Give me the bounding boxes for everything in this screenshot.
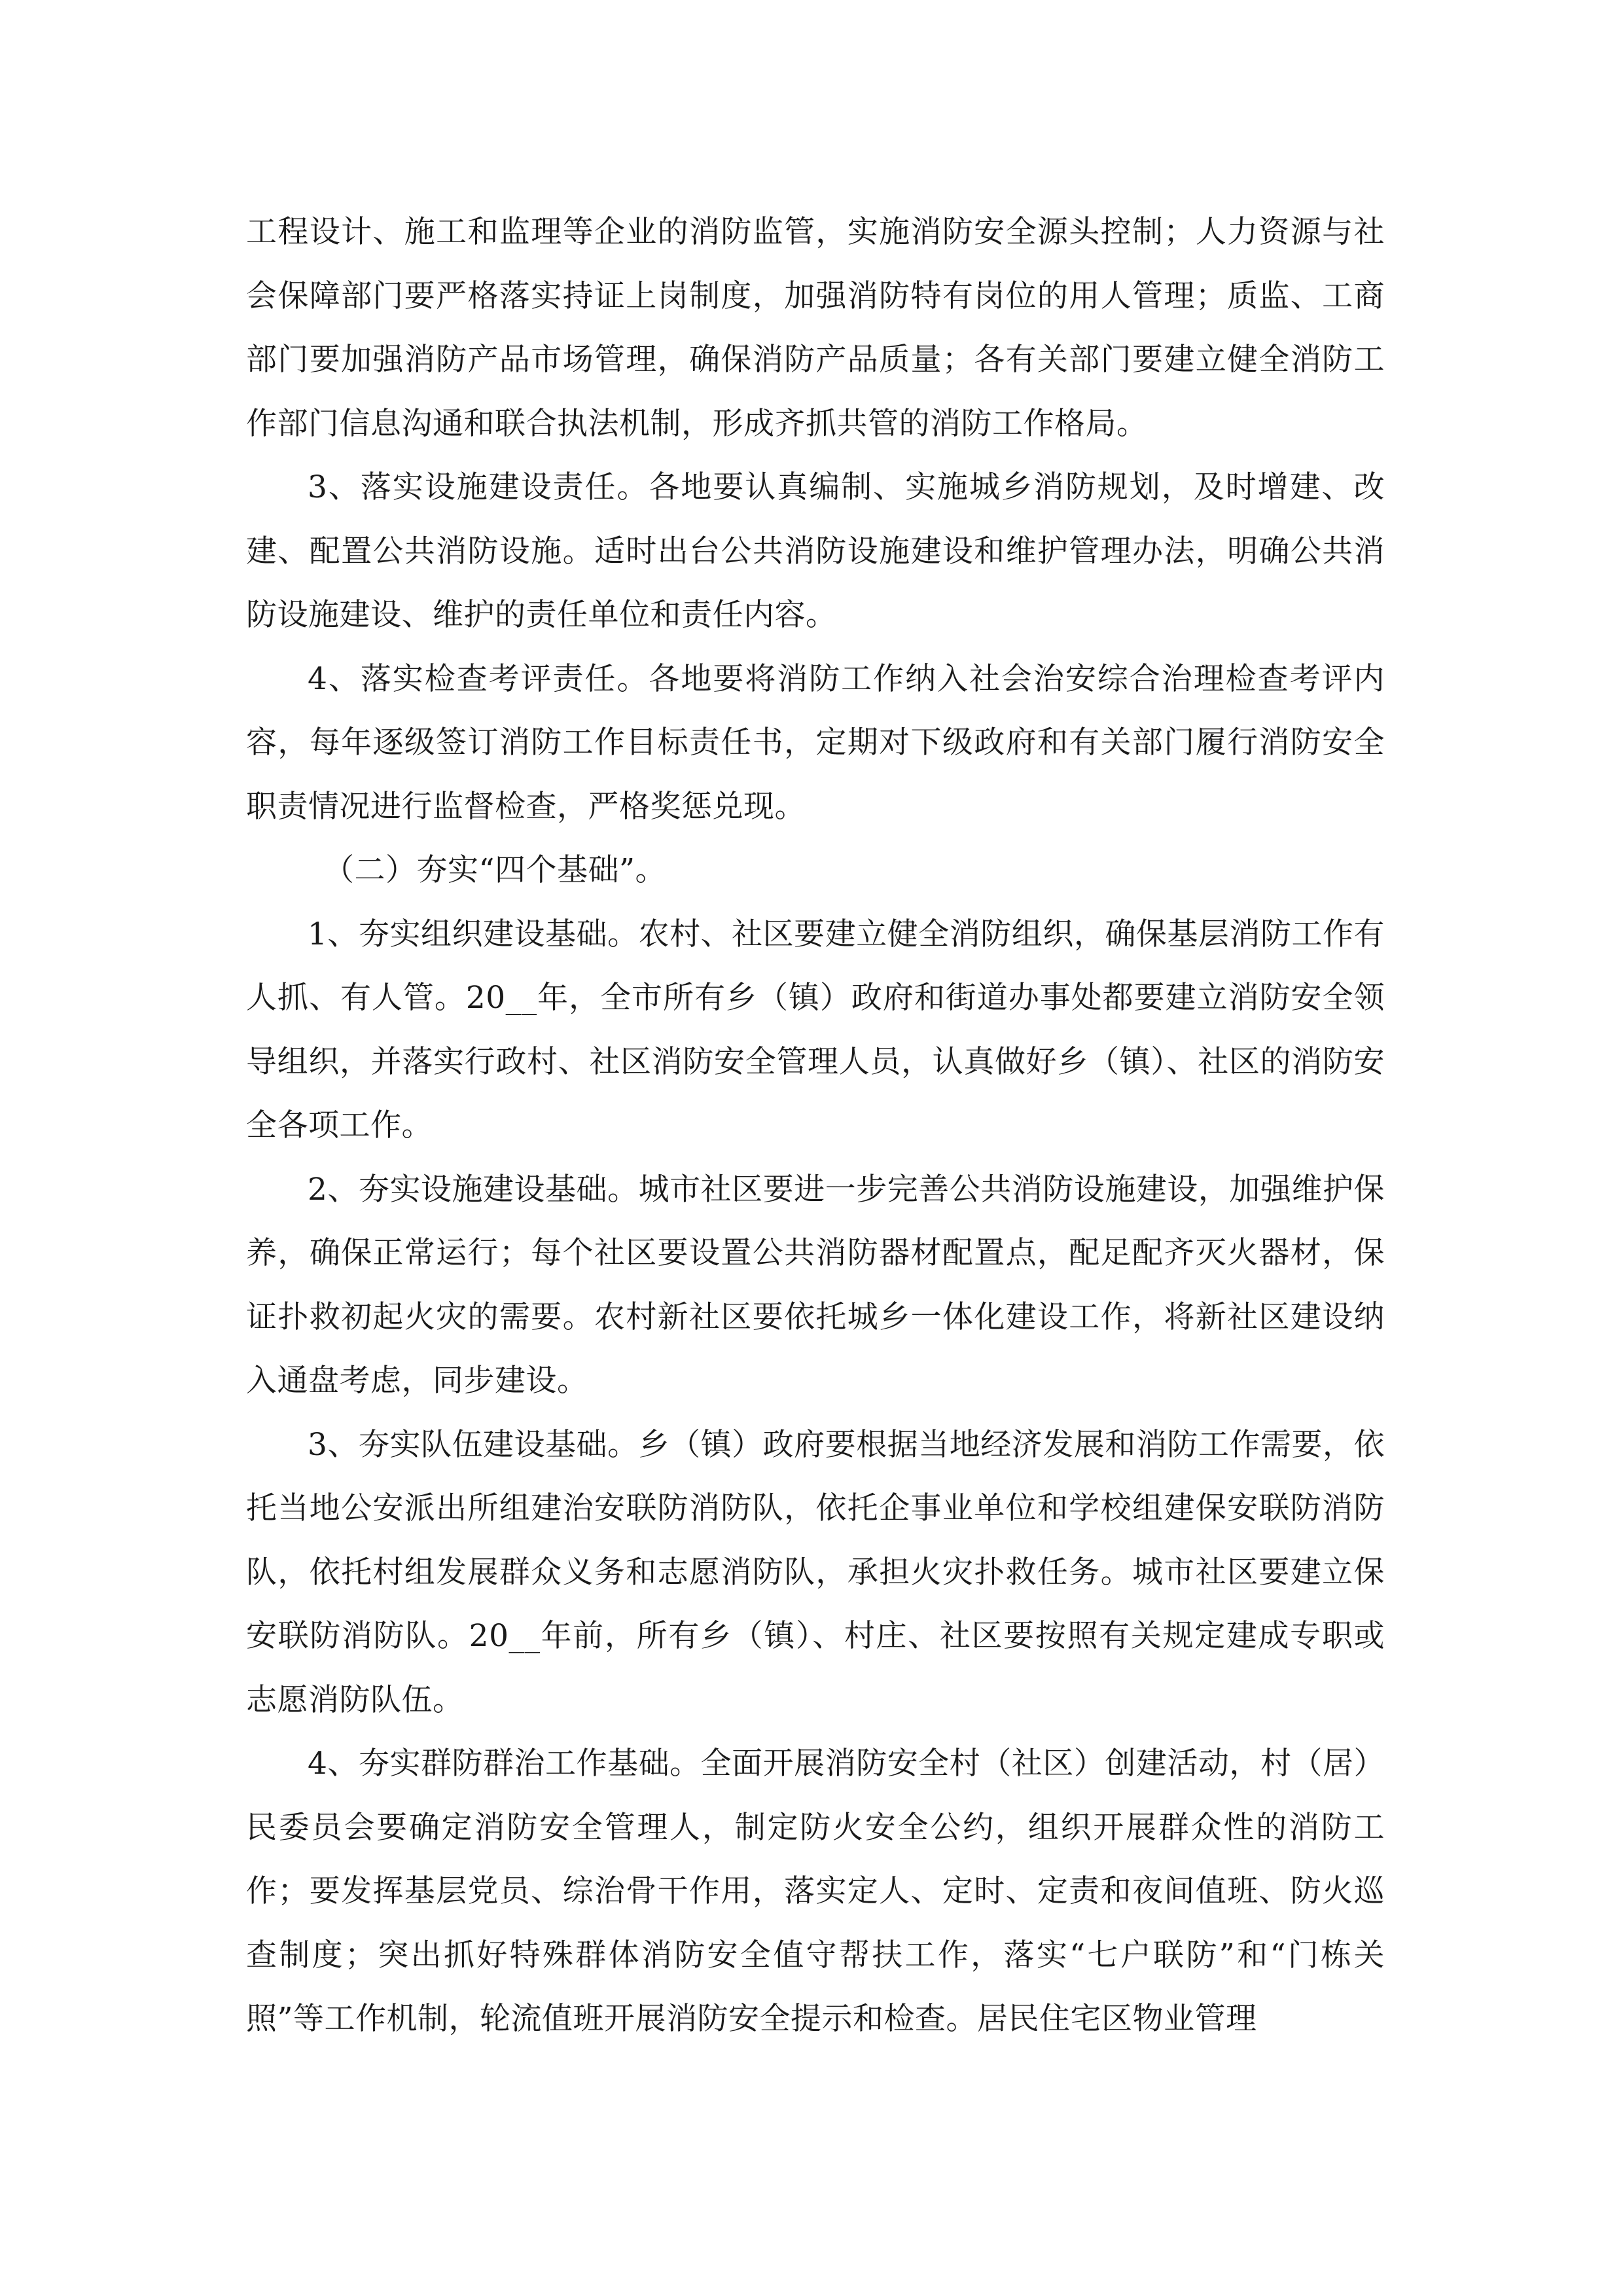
paragraph-continuation: 工程设计、施工和监理等企业的消防监管，实施消防安全源头控制；人力资源与社会保障部门要严格落实持证上岗制度，加强消防特有岗位的用人管理；质监、工商部门要加强消防产品市场管理，确保消防产品质量；各有关部门要建立健全消防工作部门信息沟通和联合执法机制，形成齐抓共管的消防工作格局。	[246, 214, 1385, 442]
paragraph-team-foundation: 3、夯实队伍建设基础。乡（镇）政府要根据当地经济发展和消防工作需要，依托当地公安派出所组建治安联防消防队，依托企事业单位和学校组建保安联防消防队，依托村组发展群众义务和志愿消防队，承担火灾扑救任务。城市社区要建立保安联防消防队。20__年前，所有乡（镇）、村庄、社区要按照有关规定建成专职或志愿消防队伍。	[246, 1426, 1385, 1718]
paragraph-facility-construction-responsibility: 3、落实设施建设责任。各地要认真编制、实施城乡消防规划，及时增建、改建、配置公共消防设施。适时出台公共消防设施建设和维护管理办法，明确公共消防设施建设、维护的责任单位和责任内容。	[246, 469, 1385, 633]
paragraph-facility-foundation: 2、夯实设施建设基础。城市社区要进一步完善公共消防设施建设，加强维护保养，确保正常运行；每个社区要设置公共消防器材配置点，配足配齐灭火器材，保证扑救初起火灾的需要。农村新社区要依托城乡一体化建设工作，将新社区建设纳入通盘考虑，同步建设。	[246, 1171, 1385, 1399]
paragraph-organization-foundation: 1、夯实组织建设基础。农村、社区要建立健全消防组织，确保基层消防工作有人抓、有人管。20__年，全市所有乡（镇）政府和街道办事处都要建立消防安全领导组织，并落实行政村、社区消防安全管理人员，认真做好乡（镇）、社区的消防安全各项工作。	[246, 916, 1385, 1143]
section-heading-four-foundations: （二）夯实“四个基础”。	[323, 852, 667, 888]
paragraph-mass-prevention-foundation: 4、夯实群防群治工作基础。全面开展消防安全村（社区）创建活动，村（居）民委员会要确定消防安全管理人，制定防火安全公约，组织开展群众性的消防工作；要发挥基层党员、综治骨干作用，落实定人、定时、定责和夜间值班、防火巡查制度；突出抓好特殊群体消防安全值守帮扶工作，落实“七户联防”和“门栋关照”等工作机制，轮流值班开展消防安全提示和检查。居民住宅区物业管理	[246, 1746, 1385, 2037]
document-body	[246, 200, 1385, 2051]
paragraph-inspection-evaluation-responsibility: 4、落实检查考评责任。各地要将消防工作纳入社会治安综合治理检查考评内容，每年逐级签订消防工作目标责任书，定期对下级政府和有关部门履行消防安全职责情况进行监督检查，严格奖惩兑现。	[246, 660, 1385, 825]
